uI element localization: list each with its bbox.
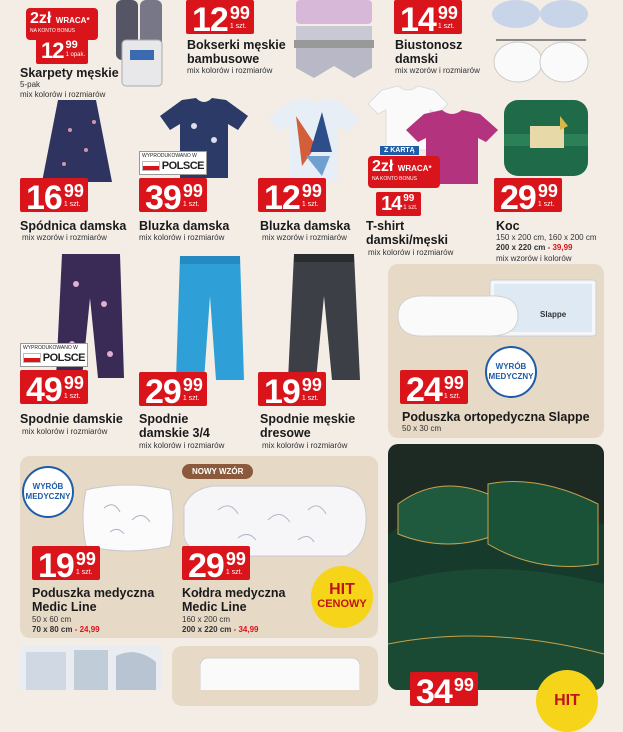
product-desc: mix wzorów i rozmiarów	[395, 66, 480, 75]
pants-blue-image	[172, 256, 248, 384]
product-desc: mix kolorów i rozmiarów	[139, 441, 225, 450]
price-tag	[400, 370, 468, 409]
price-tag	[494, 178, 562, 217]
made-label: WYPRODUKOWANO W	[23, 345, 78, 351]
price-tag	[186, 0, 254, 39]
made-in-poland-badge	[139, 151, 207, 175]
price-extra: - 39,99	[545, 243, 573, 252]
price-cents: 99	[65, 39, 78, 51]
price-cents: 99	[453, 675, 474, 695]
price-tag	[376, 192, 421, 216]
product-name-line1: Biustonosz	[395, 38, 463, 52]
product-desc: mix wzorów i kolorów	[496, 254, 572, 263]
price-tag	[139, 178, 207, 217]
price-main: 14	[381, 193, 402, 215]
medical-product-badge: WYRÓB MEDYCZNY	[22, 466, 74, 518]
product-desc: 160 x 200 cm	[182, 615, 231, 624]
price-tag	[410, 672, 478, 711]
bonus-sub: NA KONTO BONUS	[372, 176, 417, 182]
with-card-label: Z KARTĄ	[380, 146, 419, 155]
product-desc: 50 x 60 cm	[32, 615, 72, 624]
price-unit: 1 opak.	[65, 52, 86, 58]
product-name: Spodnie damskie	[20, 412, 123, 426]
price-tag	[36, 38, 88, 64]
price-main: 14	[400, 1, 436, 39]
product-name-line2: damskie 3/4	[139, 426, 210, 440]
blouse-pattern-image	[266, 96, 362, 186]
pack-label: Slappe	[540, 310, 567, 319]
price-unit: 1 szt.	[301, 395, 319, 402]
price-tag	[139, 372, 207, 411]
product-name-line2: Medic Line	[182, 600, 247, 614]
price-main: 19	[38, 547, 74, 585]
price-cents: 99	[225, 549, 246, 569]
price-tag	[20, 178, 88, 217]
product-desc: 150 x 200 cm, 160 x 200 cm	[496, 233, 597, 242]
price-cents: 99	[403, 193, 415, 204]
bonus-sub: NA KONTO BONUS	[30, 28, 75, 34]
price-tag	[32, 546, 100, 585]
price-cents: 99	[537, 181, 558, 201]
price-cents: 99	[301, 181, 322, 201]
product-name-line1: Spodnie męskie	[260, 412, 356, 426]
mattress-topper-image	[200, 654, 360, 690]
product-name-line1: Spodnie	[139, 412, 189, 426]
new-pattern-badge: NOWY WZÓR	[182, 464, 253, 479]
made-country: POLSCE	[161, 159, 204, 172]
boxers-image	[292, 0, 378, 80]
product-desc: mix kolorów i rozmiarów	[368, 248, 454, 257]
product-desc: mix wzorów i rozmiarów	[262, 233, 347, 242]
price-main: 12	[264, 179, 300, 217]
price-cents: 99	[443, 373, 464, 393]
pants-grey-image	[286, 254, 362, 384]
price-main: 29	[188, 547, 224, 585]
bonus-word: WRACA*	[55, 16, 90, 25]
hit-line1: HIT	[329, 581, 355, 598]
product-name-line2: bambusowe	[187, 52, 260, 66]
bonus-amount: 2zł	[30, 10, 52, 27]
product-desc-extra	[32, 625, 100, 635]
price-unit: 1 szt.	[229, 23, 247, 30]
product-name-line1: T-shirt	[366, 219, 405, 233]
product-name-line1: Poduszka medyczna	[32, 586, 155, 600]
price-cents: 99	[182, 375, 203, 395]
bedding-image	[388, 444, 604, 690]
price-cents: 99	[63, 181, 84, 201]
price-main: 19	[264, 373, 300, 411]
price-main: 16	[26, 179, 62, 217]
price-unit: 1 szt.	[437, 23, 455, 30]
price-main: 49	[26, 371, 62, 409]
bedding-set-image	[20, 646, 162, 690]
skirt-image	[40, 100, 114, 186]
socks-image	[112, 0, 170, 90]
price-unit: 1 szt.	[63, 393, 81, 400]
price-tag	[258, 372, 326, 411]
price-unit: 1 szt.	[537, 201, 555, 208]
price-unit: 1 szt.	[75, 569, 93, 576]
product-name-line2: damski/męski	[366, 233, 448, 247]
price-main: 12	[41, 38, 64, 63]
hit-price-badge	[536, 670, 598, 732]
price-tag	[20, 370, 88, 409]
price-tag	[258, 178, 326, 217]
price-extra: - 24,99	[72, 625, 100, 634]
product-name-line1: Bokserki męskie	[187, 38, 286, 52]
product-desc: 5-pak	[20, 80, 41, 89]
bra-image	[486, 0, 596, 90]
price-main: 39	[145, 179, 181, 217]
product-desc: mix kolorów i rozmiarów	[262, 441, 348, 450]
price-extra: - 34,99	[231, 625, 259, 634]
product-name-line2: dresowe	[260, 426, 311, 440]
bonus-amount: 2zł	[372, 158, 394, 175]
poland-flag-icon	[142, 161, 160, 171]
product-name-line2: Medic Line	[32, 600, 97, 614]
price-cents: 99	[63, 373, 84, 393]
product-name: Bluzka damska	[139, 219, 230, 233]
product-desc: mix kolorów i rozmiarów	[20, 90, 106, 99]
price-unit: 1 szt.	[403, 205, 418, 211]
hit-price-badge	[311, 566, 373, 628]
product-desc: 50 x 30 cm	[402, 424, 442, 433]
price-unit: 1 szt.	[225, 569, 243, 576]
pillow-medic-image	[80, 480, 176, 556]
price-cents: 99	[301, 375, 322, 395]
made-label: WYPRODUKOWANO W	[142, 153, 197, 159]
product-name: Spódnica damska	[20, 219, 127, 233]
product-name: Poduszka ortopedyczna Slappe	[402, 410, 590, 424]
hit-line2: CENOWY	[317, 598, 367, 610]
price-unit: 1 szt.	[63, 201, 81, 208]
price-cents: 99	[229, 3, 250, 23]
bonus-badge	[368, 156, 440, 188]
price-unit: 1 szt.	[182, 395, 200, 402]
size-extra: 200 x 220 cm	[182, 625, 232, 634]
price-main: 24	[406, 371, 442, 409]
blanket-image	[500, 96, 592, 180]
product-name: Bluzka damska	[260, 219, 351, 233]
price-cents: 99	[75, 549, 96, 569]
price-tag	[394, 0, 462, 39]
product-desc: mix kolorów i rozmiarów	[139, 233, 225, 242]
price-main: 29	[500, 179, 536, 217]
product-desc-extra	[182, 625, 259, 635]
price-main: 29	[145, 373, 181, 411]
price-unit: 1 szt.	[443, 393, 461, 400]
price-main: 12	[192, 1, 228, 39]
price-tag	[182, 546, 250, 585]
price-unit: 1 szt.	[301, 201, 319, 208]
made-country: POLSCE	[42, 351, 85, 364]
bonus-badge	[26, 8, 98, 40]
price-cents: 99	[182, 181, 203, 201]
pillow-slappe-image	[394, 276, 600, 358]
made-in-poland-badge	[20, 343, 88, 367]
product-desc: mix kolorów i rozmiarów	[22, 427, 108, 436]
price-unit: 1 szt.	[182, 201, 200, 208]
bonus-word: WRACA*	[397, 164, 432, 173]
product-desc-extra	[496, 243, 573, 253]
size-extra: 200 x 220 cm	[496, 243, 546, 252]
product-name: Koc	[496, 219, 520, 233]
product-name-line2: damski	[395, 52, 439, 66]
product-name-line1: Kołdra medyczna	[182, 586, 286, 600]
price-cents: 99	[437, 3, 458, 23]
medical-product-badge: WYRÓB MEDYCZNY	[485, 346, 537, 398]
hit-line1: HIT	[554, 692, 580, 709]
poland-flag-icon	[23, 353, 41, 363]
product-desc: mix wzorów i rozmiarów	[22, 233, 107, 242]
product-name: Skarpety męskie	[20, 66, 119, 80]
product-desc: mix kolorów i rozmiarów	[187, 66, 273, 75]
price-main: 34	[416, 673, 452, 711]
size-extra: 70 x 80 cm	[32, 625, 73, 634]
